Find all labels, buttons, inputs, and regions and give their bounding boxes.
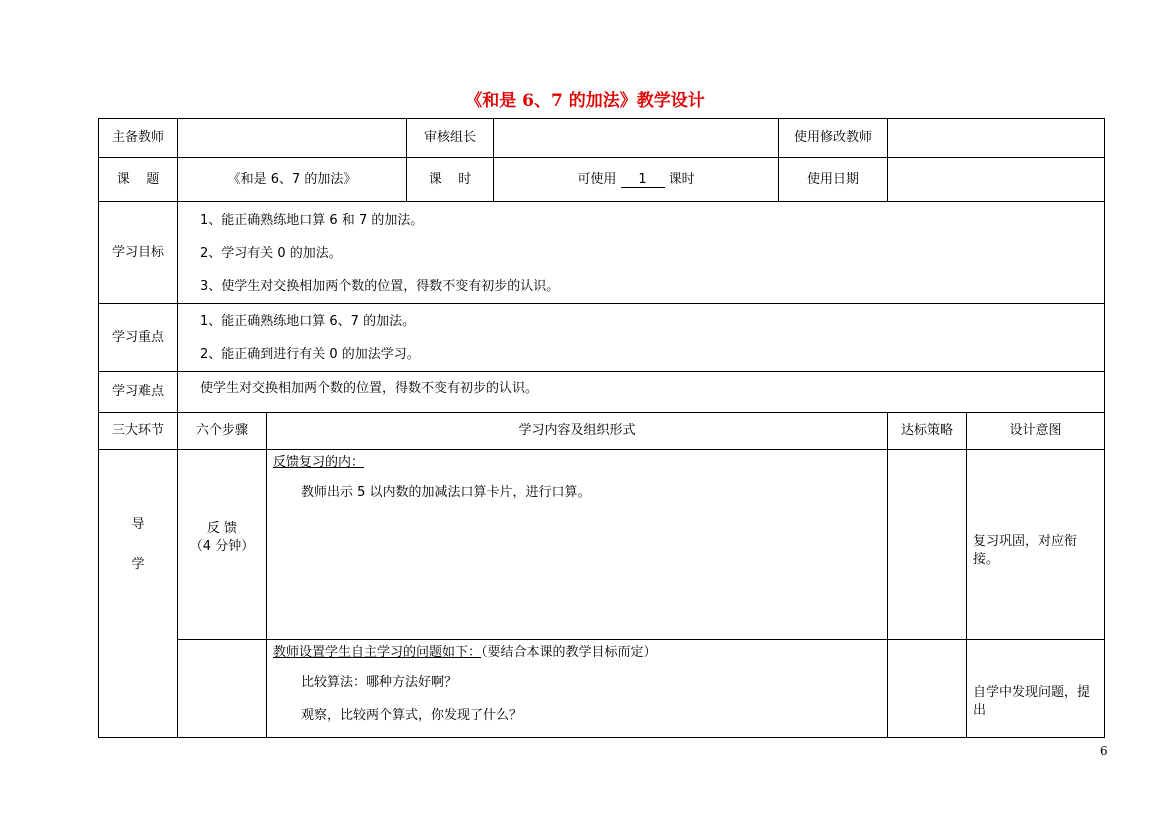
step-duration: （4 分钟） <box>189 538 255 554</box>
objective-item: 2、学习有关 0 的加法。 <box>200 246 342 261</box>
content-heading: 反馈复习的内： <box>273 455 365 470</box>
stage-char: 导 <box>131 517 145 532</box>
modifier-label: 使用修改教师 <box>779 119 888 158</box>
modifier-value <box>888 119 1105 158</box>
difficulty-label: 学习难点 <box>99 372 178 413</box>
content-cell <box>267 640 888 738</box>
lesson-plan-table <box>98 118 1105 738</box>
step-cell <box>178 450 267 640</box>
col-step: 六个步骤 <box>178 413 267 450</box>
stage-label <box>105 516 171 573</box>
stage-cell <box>99 450 178 738</box>
date-label: 使用日期 <box>779 158 888 202</box>
content-line: 观察，比较两个算式，你发现了什么？ <box>301 708 523 723</box>
period-value <box>494 158 779 202</box>
objective-item: 3、使学生对交换相加两个数的位置，得数不变有初步的认识。 <box>200 279 560 294</box>
stage-char: 学 <box>131 556 145 572</box>
reviewer-value <box>494 119 779 158</box>
column-header-row <box>99 413 1105 450</box>
header-row-topic <box>99 158 1105 202</box>
reviewer-label: 审核组长 <box>407 119 494 158</box>
period-prefix: 可使用 <box>577 171 617 187</box>
header-row-teachers <box>99 119 1105 158</box>
intent-cell: 复习巩固，对应衔接。 <box>967 450 1105 640</box>
lead-teacher-label: 主备教师 <box>99 119 178 158</box>
topic-value: 《和是 6、7 的加法》 <box>178 158 407 202</box>
content-line: 教师出示 5 以内数的加减法口算卡片，进行口算。 <box>301 485 591 500</box>
content-heading: 教师设置学生自主学习的问题如下：（要结合本课的教学目标而定） <box>273 645 657 660</box>
focus-label: 学习重点 <box>99 304 178 372</box>
self-study-row <box>99 640 1105 738</box>
col-intent: 设计意图 <box>967 413 1105 450</box>
col-strategy: 达标策略 <box>888 413 967 450</box>
step-name: 反 馈 <box>206 521 238 536</box>
focus-list <box>178 304 1105 372</box>
period-suffix: 课时 <box>668 171 695 187</box>
document-title: 《和是 6、7 的加法》教学设计 <box>465 91 705 111</box>
period-count: 1 <box>621 173 665 188</box>
objectives-label: 学习目标 <box>99 202 178 304</box>
date-value <box>888 158 1105 202</box>
objective-item: 1、能正确熟练地口算 6 和 7 的加法。 <box>200 213 424 228</box>
focus-row <box>99 304 1105 372</box>
lead-teacher-value <box>178 119 407 158</box>
page-number: 6 <box>1100 744 1108 758</box>
focus-item: 2、能正确到进行有关 0 的加法学习。 <box>200 347 420 362</box>
strategy-cell <box>888 640 967 738</box>
content-line: 比较算法：哪种方法好啊？ <box>301 675 458 690</box>
intent-cell: 自学中发现问题，提出 <box>967 640 1105 738</box>
difficulty-row <box>99 372 1105 413</box>
topic-label: 课 题 <box>99 158 178 202</box>
col-stage: 三大环节 <box>99 413 178 450</box>
col-content: 学习内容及组织形式 <box>267 413 888 450</box>
content-cell <box>267 450 888 640</box>
objectives-list <box>178 202 1105 304</box>
difficulty-text: 使学生对交换相加两个数的位置，得数不变有初步的认识。 <box>178 372 1105 413</box>
focus-item: 1、能正确熟练地口算 6、7 的加法。 <box>200 314 416 329</box>
step-cell <box>178 640 267 738</box>
objectives-row <box>99 202 1105 304</box>
strategy-cell <box>888 450 967 640</box>
period-label: 课 时 <box>407 158 494 202</box>
feedback-row <box>99 450 1105 640</box>
